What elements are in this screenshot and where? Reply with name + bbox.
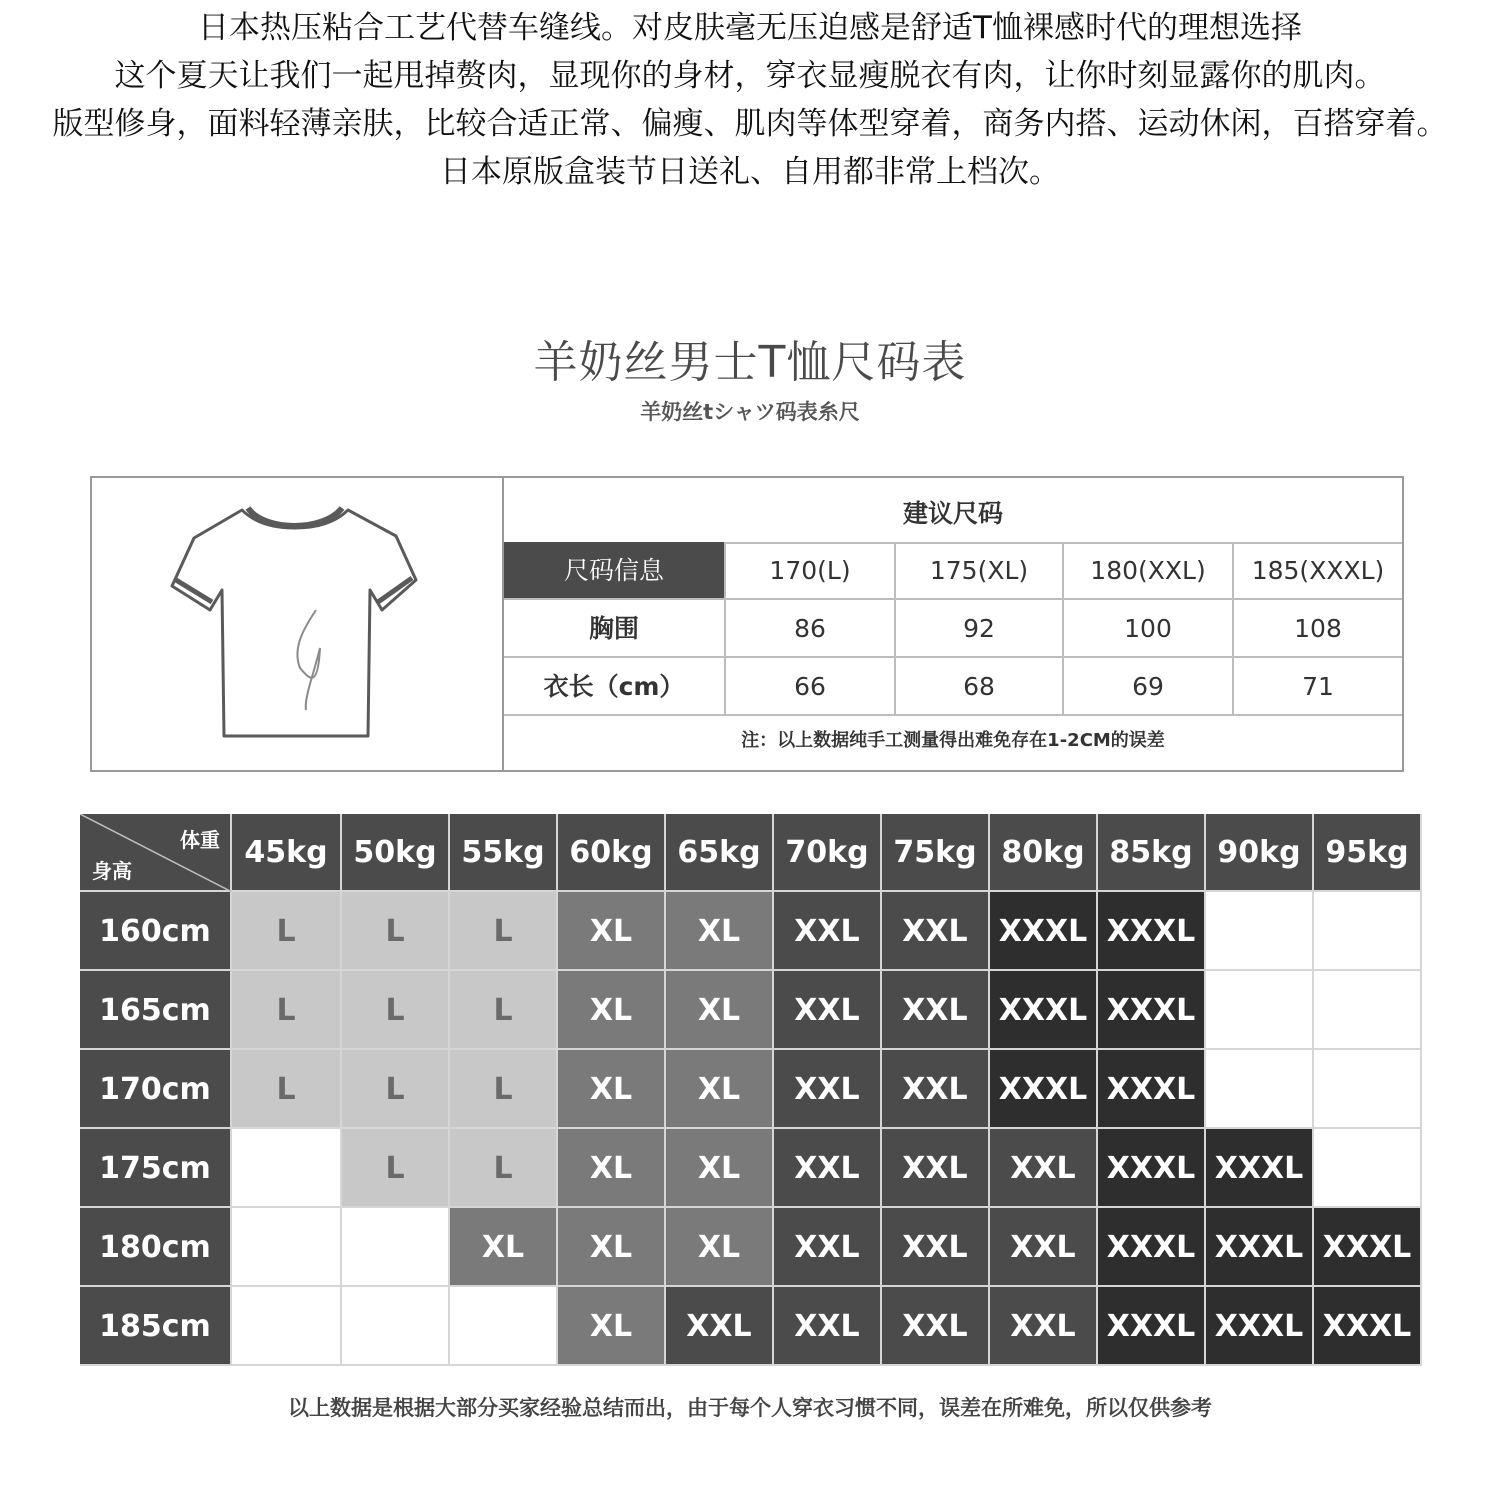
description-line-4: 日本原版盒装节日送礼、自用都非常上档次。: [440, 154, 1060, 190]
chest-value: 100: [1064, 600, 1234, 656]
size-cell: XXXL: [1206, 1129, 1314, 1208]
chest-value: 108: [1294, 614, 1342, 643]
size-cell: L: [342, 1129, 450, 1208]
weight-header: 50kg: [342, 814, 450, 892]
size-label: 170(L): [726, 542, 896, 598]
size-label: 175(XL): [896, 542, 1064, 598]
size-cell: L: [342, 1050, 450, 1129]
size-cell: [342, 1208, 450, 1287]
height-header: 170cm: [80, 1050, 232, 1129]
size-info-header: 建议尺码: [504, 478, 1402, 544]
length-value: 71: [1302, 672, 1334, 701]
size-info-row-label: 尺码信息: [504, 542, 726, 598]
size-chart-subtitle: 羊奶丝tシャツ码表糸尺: [640, 400, 860, 424]
size-cell: XXL: [774, 971, 882, 1050]
size-cell: XXL: [774, 1287, 882, 1366]
size-cell: XXXL: [990, 971, 1098, 1050]
size-cell: [1314, 1050, 1422, 1129]
reference-footnote: 以上数据是根据大部分买家经验总结而出，由于每个人穿衣习惯不同，误差在所难免，所以仅供参考: [288, 1396, 1212, 1420]
size-cell: [1314, 971, 1422, 1050]
product-description: [0, 4, 1500, 196]
size-cell: XL: [666, 892, 774, 971]
grid-corner: [80, 814, 232, 892]
weight-header: 80kg: [990, 814, 1098, 892]
size-cell: XXXL: [1098, 892, 1206, 971]
size-cell: XL: [558, 971, 666, 1050]
description-line-1: 日本热压粘合工艺代替车缝线。对皮肤毫无压迫感是舒适T恤裸感时代的理想选择: [198, 10, 1302, 46]
size-cell: XXXL: [1314, 1208, 1422, 1287]
size-label: 185(XXXL): [1251, 556, 1385, 585]
size-cell: XXL: [882, 1129, 990, 1208]
height-header: 165cm: [80, 971, 232, 1050]
size-cell: L: [232, 892, 342, 971]
measurement-note: 注：以上数据纯手工测量得出难免存在1-2CM的误差: [741, 730, 1165, 751]
height-header: 175cm: [80, 1129, 232, 1208]
size-info-length-row: [504, 658, 1402, 716]
tshirt-illustration: [92, 478, 504, 770]
size-cell: XXXL: [1206, 1208, 1314, 1287]
size-cell: [1206, 971, 1314, 1050]
size-cell: XXL: [774, 1050, 882, 1129]
size-cell: XXXL: [990, 892, 1098, 971]
size-cell: L: [450, 1050, 558, 1129]
size-info-size-row: [504, 542, 1402, 600]
height-header: 180cm: [80, 1208, 232, 1287]
size-cell: L: [450, 971, 558, 1050]
size-label: 180(XXL): [1064, 542, 1234, 598]
weight-height-size-grid: [80, 814, 1422, 1366]
length-label: 衣长（cm）: [504, 658, 726, 714]
weight-header: 70kg: [774, 814, 882, 892]
size-cell: [232, 1287, 342, 1366]
size-cell: XXL: [882, 1287, 990, 1366]
size-cell: XL: [558, 1050, 666, 1129]
size-cell: XXXL: [990, 1050, 1098, 1129]
weight-header: 45kg: [232, 814, 342, 892]
size-cell: XL: [558, 1208, 666, 1287]
size-cell: [450, 1287, 558, 1366]
size-cell: XXL: [774, 892, 882, 971]
size-cell: XL: [558, 1287, 666, 1366]
length-value: 69: [1064, 658, 1234, 714]
weight-header: 85kg: [1098, 814, 1206, 892]
size-cell: XXL: [882, 1050, 990, 1129]
chest-label: 胸围: [504, 600, 726, 656]
size-cell: XXXL: [1098, 971, 1206, 1050]
weight-header: 65kg: [666, 814, 774, 892]
height-axis-label: 身高: [92, 859, 132, 883]
weight-header: 95kg: [1314, 814, 1422, 892]
size-cell: L: [342, 971, 450, 1050]
description-line-3: 版型修身，面料轻薄亲肤，比较合适正常、偏瘦、肌肉等体型穿着，商务内搭、运动休闲，百搭穿着。: [52, 106, 1448, 142]
size-cell: XXXL: [1098, 1050, 1206, 1129]
size-cell: L: [450, 892, 558, 971]
size-cell: [1314, 1129, 1422, 1208]
size-cell: [1314, 892, 1422, 971]
weight-header: 90kg: [1206, 814, 1314, 892]
size-cell: XXXL: [1098, 1129, 1206, 1208]
weight-header: 60kg: [558, 814, 666, 892]
size-cell: XL: [666, 1050, 774, 1129]
size-cell: XXL: [666, 1287, 774, 1366]
tshirt-icon: [164, 498, 424, 748]
size-cell: XXXL: [1098, 1287, 1206, 1366]
size-cell: [232, 1208, 342, 1287]
size-info-box: [90, 476, 1404, 772]
size-cell: [1206, 1050, 1314, 1129]
size-cell: XL: [666, 971, 774, 1050]
description-line-2: 这个夏天让我们一起甩掉赘肉，显现你的身材，穿衣显瘦脱衣有肉，让你时刻显露你的肌肉。: [114, 58, 1386, 94]
size-cell: XXL: [882, 971, 990, 1050]
size-cell: XXL: [990, 1287, 1098, 1366]
size-cell: XXL: [990, 1208, 1098, 1287]
size-cell: L: [342, 892, 450, 971]
chest-value: 86: [726, 600, 896, 656]
size-info-chest-row: [504, 600, 1402, 658]
size-cell: XXL: [882, 1208, 990, 1287]
length-value: 66: [726, 658, 896, 714]
height-header: 160cm: [80, 892, 232, 971]
size-cell: XXL: [774, 1208, 882, 1287]
size-cell: L: [232, 1050, 342, 1129]
size-cell: XXL: [774, 1129, 882, 1208]
size-cell: L: [450, 1129, 558, 1208]
size-cell: XXL: [990, 1129, 1098, 1208]
chest-value: 92: [896, 600, 1064, 656]
size-cell: L: [232, 971, 342, 1050]
size-cell: XL: [450, 1208, 558, 1287]
size-chart-title: 羊奶丝男士T恤尺码表: [533, 337, 967, 388]
size-cell: XL: [558, 892, 666, 971]
size-cell: [1206, 892, 1314, 971]
size-cell: XXXL: [1098, 1208, 1206, 1287]
size-cell: [232, 1129, 342, 1208]
size-cell: XL: [666, 1129, 774, 1208]
size-cell: XXL: [882, 892, 990, 971]
size-cell: XXXL: [1314, 1287, 1422, 1366]
size-info-table: [504, 478, 1402, 770]
size-cell: XL: [666, 1208, 774, 1287]
size-cell: [342, 1287, 450, 1366]
size-cell: XL: [558, 1129, 666, 1208]
size-cell: XXXL: [1206, 1287, 1314, 1366]
weight-header: 55kg: [450, 814, 558, 892]
length-value: 68: [896, 658, 1064, 714]
weight-header: 75kg: [882, 814, 990, 892]
weight-axis-label: 体重: [180, 828, 220, 852]
height-header: 185cm: [80, 1287, 232, 1366]
